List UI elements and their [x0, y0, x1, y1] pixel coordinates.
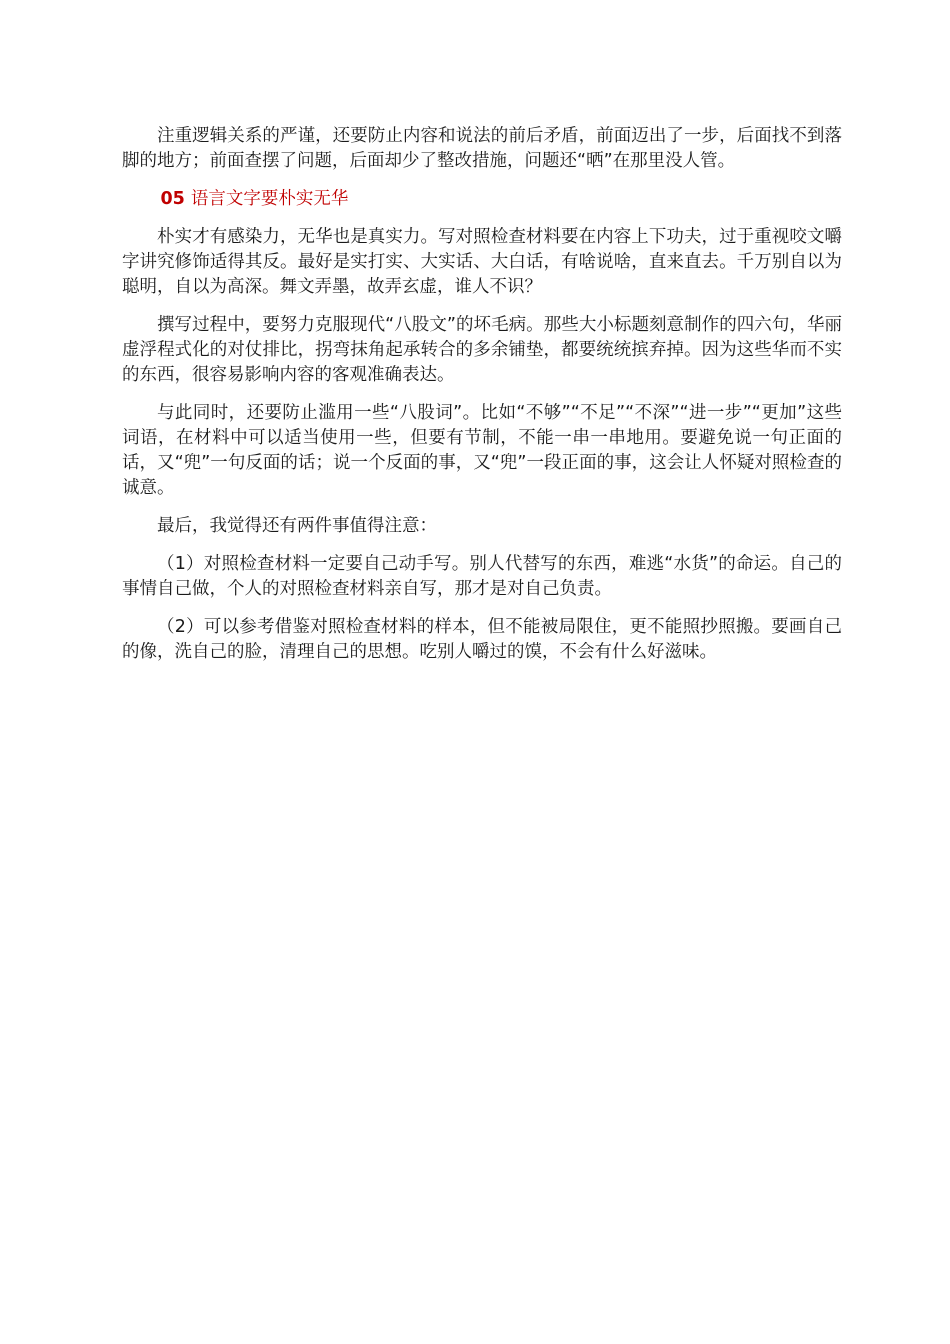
- paragraph-note-1: （1）对照检查材料一定要自己动手写。别人代替写的东西，难逃“水货”的命运。自己的事情自己做，个人的对照检查材料亲自写，那才是对自己负责。: [122, 554, 842, 599]
- paragraph-note-2: （2）可以参考借鉴对照检查材料的样本，但不能被局限住，更不能照抄照搬。要画自己的像，洗自己的脸，清理自己的思想。吃别人嚼过的馍，不会有什么好滋味。: [122, 617, 842, 662]
- paragraph-simplicity: 朴实才有感染力，无华也是真实力。写对照检查材料要在内容上下功夫，过于重视咬文嚼字讲究修饰适得其反。最好是实打实、大实话、大白话，有啥说啥，直来直去。千万别自以为聪明，自以为高深。舞文弄墨，故弄玄虚，谁人不识？: [122, 227, 842, 297]
- paragraph-logic: 注重逻辑关系的严谨，还要防止内容和说法的前后矛盾，前面迈出了一步，后面找不到落脚的地方；前面查摆了问题，后面却少了整改措施，问题还“晒”在那里没人管。: [122, 126, 842, 171]
- paragraph-final-notes: 最后，我觉得还有两件事值得注意：: [157, 516, 437, 536]
- section-number: 05: [160, 189, 185, 209]
- section-title: 语言文字要朴实无华: [190, 189, 349, 209]
- section-heading: [122, 187, 842, 212]
- paragraph-eight-legged-essay: 撰写过程中，要努力克服现代“八股文”的坏毛病。那些大小标题刻意制作的四六句，华丽虚浮程式化的对仗排比，拐弯抹角起承转合的多余铺垫，都要统统摈弃掉。因为这些华而不实的东西，很容易影响内容的客观准确表达。: [122, 315, 842, 385]
- document-body: [122, 124, 842, 678]
- paragraph-cliche-words: 与此同时，还要防止滥用一些“八股词”。比如“不够”“不足”“不深”“进一步”“更加”这些词语，在材料中可以适当使用一些，但要有节制，不能一串一串地用。要避免说一句正面的话，又“兜”一句反面的话；说一个反面的事，又“兜”一段正面的事，这会让人怀疑对照检查的诚意。: [122, 403, 842, 498]
